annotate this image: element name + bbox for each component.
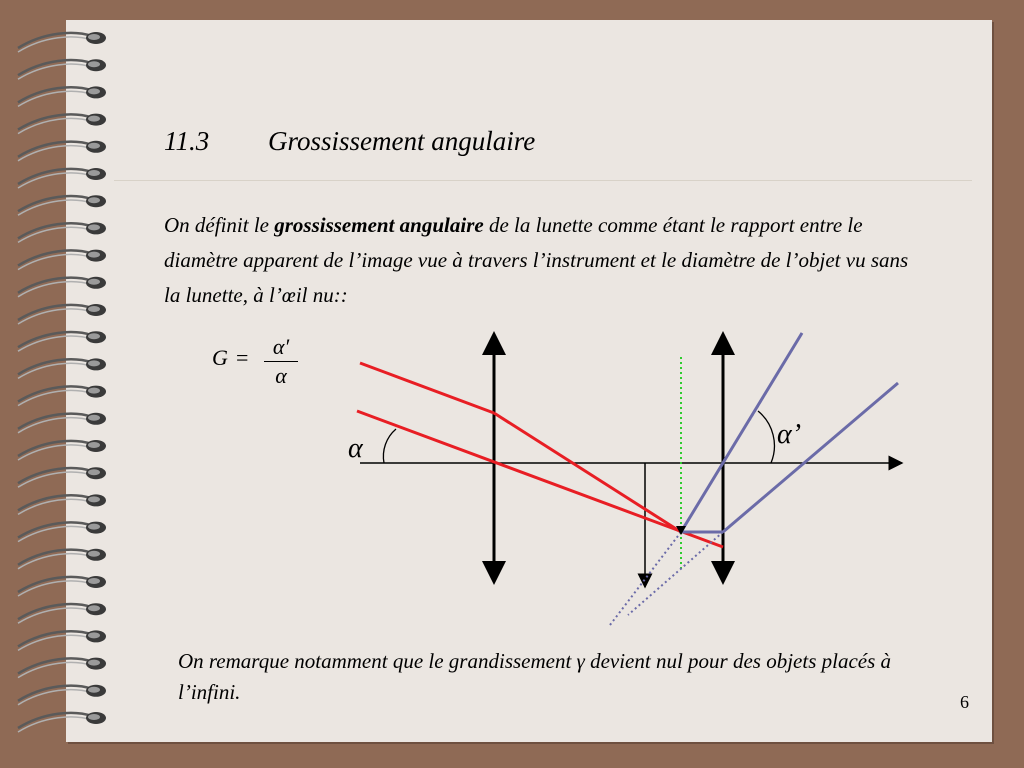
section-title: Grossissement angulaire bbox=[268, 126, 536, 156]
definition-text-before: On définit le bbox=[164, 213, 275, 237]
binding-ring bbox=[18, 386, 106, 406]
binding-ring bbox=[18, 576, 106, 596]
binding-ring bbox=[18, 685, 106, 705]
alpha-arc bbox=[383, 429, 396, 463]
telescope-diagram bbox=[330, 325, 930, 635]
binding-ring bbox=[18, 549, 106, 569]
page-number: 6 bbox=[960, 692, 969, 712]
incident-ray-1 bbox=[360, 363, 494, 413]
formula-numerator: α′ bbox=[272, 334, 290, 359]
ray-extension-3 bbox=[750, 333, 802, 420]
binding-ring bbox=[18, 413, 106, 433]
binding-ring bbox=[18, 222, 106, 242]
formula-fraction bbox=[264, 335, 298, 388]
ray-extension-2 bbox=[628, 532, 723, 615]
remark-paragraph: On remarque notamment que le grandissement γ devient nul pour des objets placés à l’infini. bbox=[178, 649, 892, 704]
alpha-prime-arc bbox=[758, 411, 774, 463]
binding-ring bbox=[18, 277, 106, 297]
section-number: 11.3 bbox=[164, 126, 210, 156]
binding-ring bbox=[18, 603, 106, 623]
magnification-formula bbox=[212, 335, 292, 395]
binding-ring bbox=[18, 195, 106, 215]
binding-ring bbox=[18, 331, 106, 351]
binding-ring bbox=[18, 712, 106, 732]
binding-ring bbox=[18, 304, 106, 324]
formula-fraction-bar bbox=[264, 361, 298, 362]
alpha-prime-label: α’ bbox=[777, 419, 802, 450]
formula-equals: = bbox=[236, 345, 249, 370]
binding-ring bbox=[18, 59, 106, 79]
section-heading bbox=[164, 126, 535, 157]
incident-ray-2 bbox=[357, 411, 723, 547]
binding-ring bbox=[18, 86, 106, 106]
binding-ring bbox=[18, 250, 106, 270]
binding-ring bbox=[18, 467, 106, 487]
binding-ring bbox=[18, 658, 106, 678]
binding-ring bbox=[18, 630, 106, 650]
title-divider bbox=[114, 180, 972, 181]
binding-ring bbox=[18, 168, 106, 188]
definition-text-after: de la lunette comme étant le rapport entre le diamètre apparent de l’image vue à travers l’instrument et le diamètre de l’objet vu sans la lunette, à l’œil nu:: bbox=[164, 213, 909, 307]
binding-ring bbox=[18, 522, 106, 542]
binding-ring bbox=[18, 494, 106, 514]
formula-lhs: G bbox=[212, 345, 228, 370]
binding-ring bbox=[18, 358, 106, 378]
formula-denominator: α bbox=[275, 363, 287, 388]
spiral-binding bbox=[14, 28, 114, 740]
emergent-ray-2 bbox=[723, 383, 898, 532]
definition-paragraph bbox=[164, 208, 924, 313]
alpha-label: α bbox=[348, 433, 363, 464]
binding-ring bbox=[18, 32, 106, 52]
definition-term: grossissement angulaire bbox=[274, 213, 484, 237]
binding-ring bbox=[18, 114, 106, 134]
binding-ring bbox=[18, 141, 106, 161]
binding-ring bbox=[18, 440, 106, 460]
